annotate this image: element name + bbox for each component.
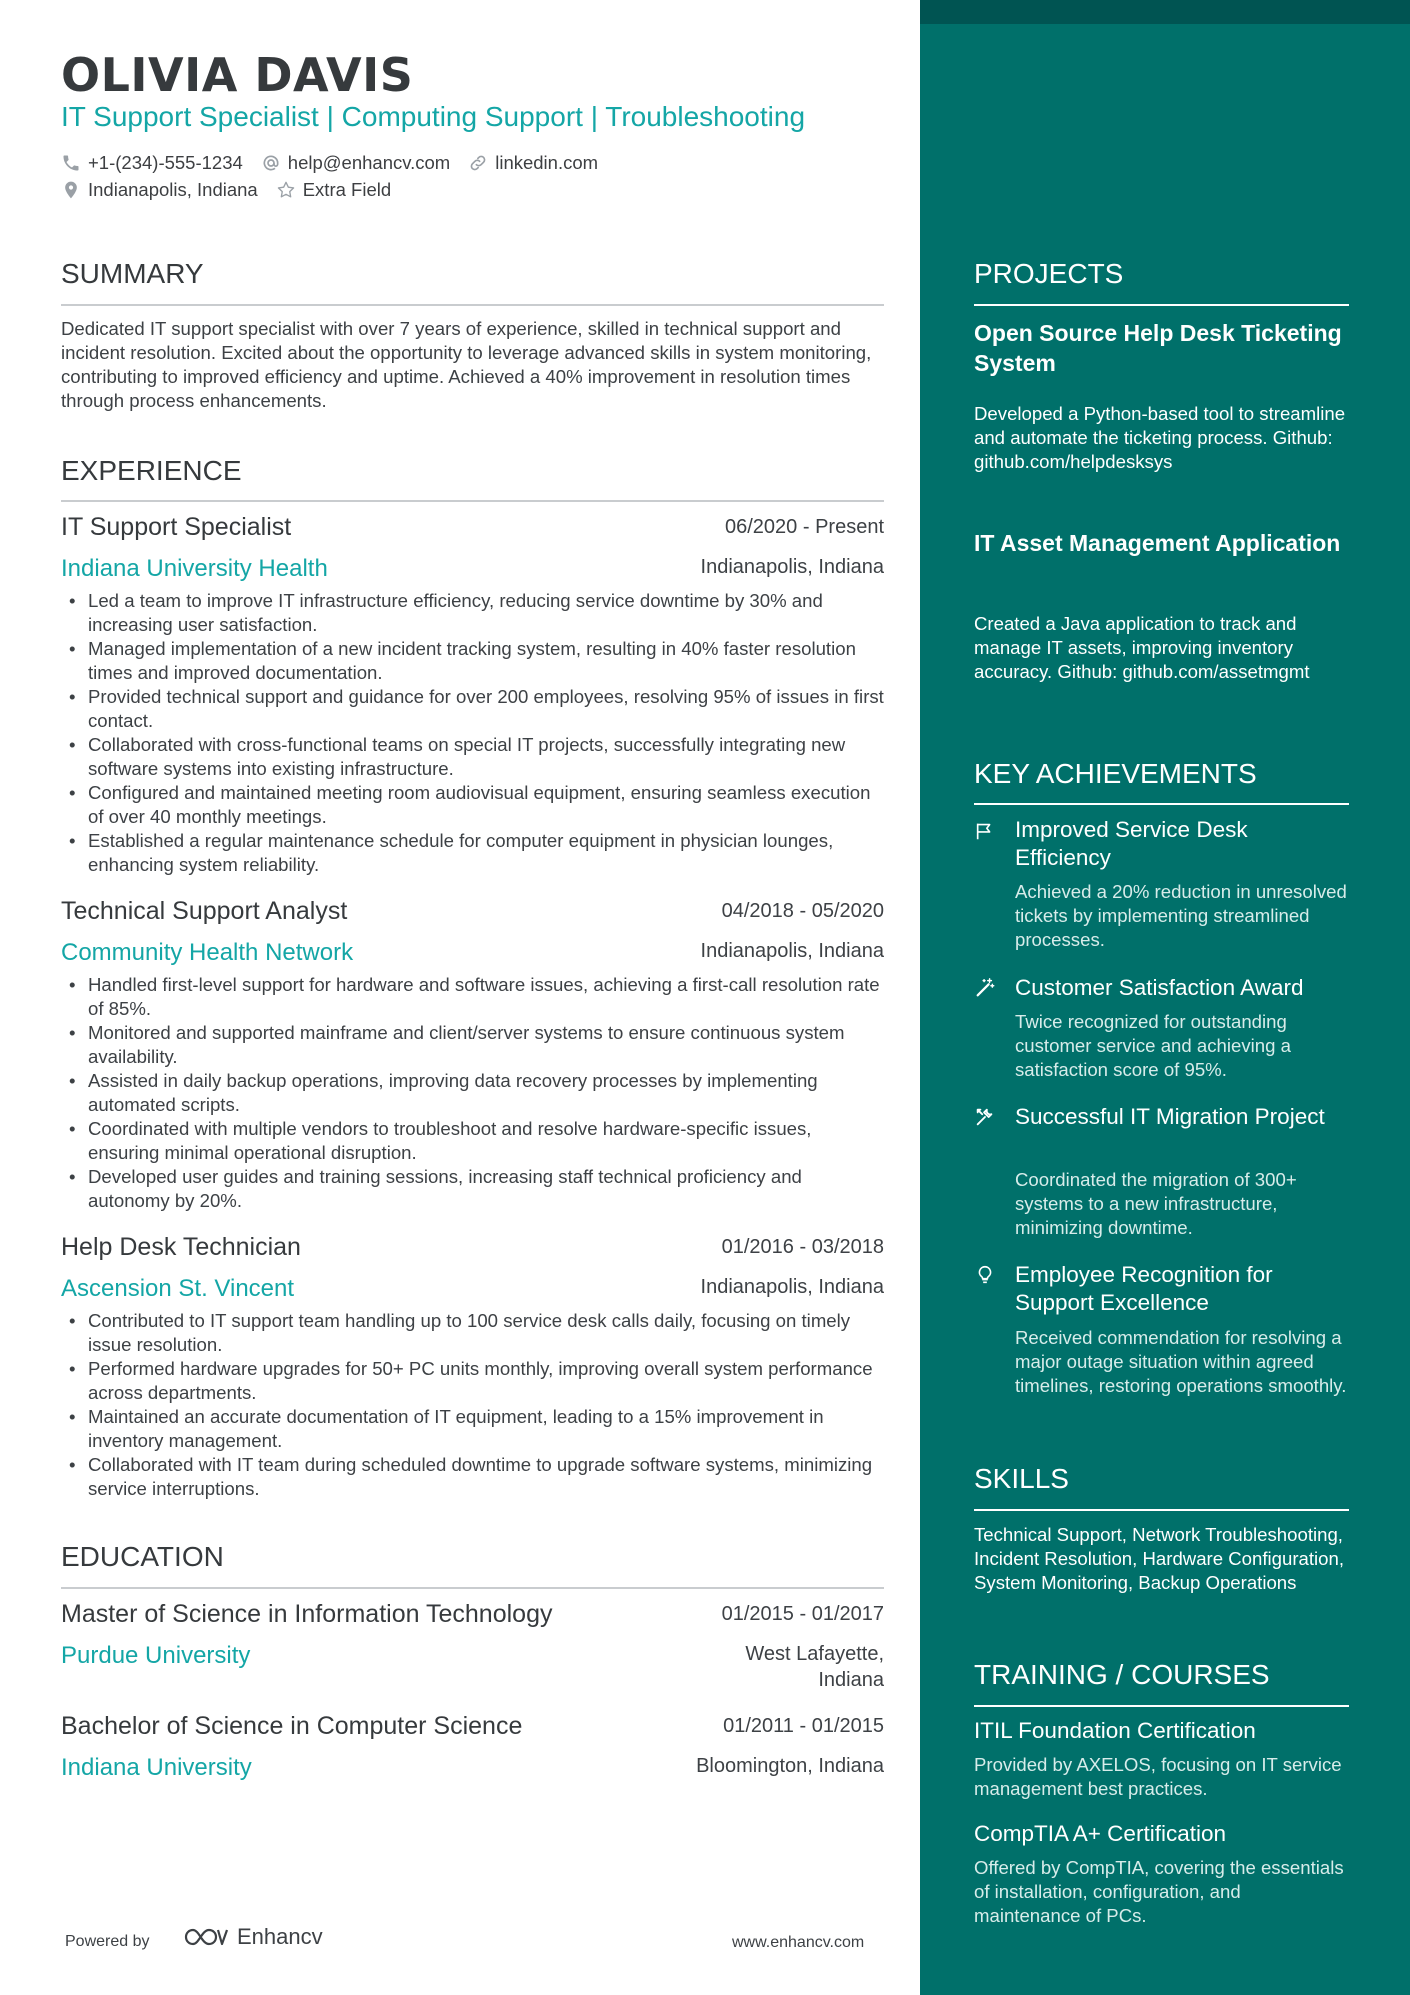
project-title: IT Asset Management Application — [974, 530, 1341, 556]
job-location: Indianapolis, Indiana — [700, 1276, 884, 1298]
skills-text: Technical Support, Network Troubleshooting, Incident Resolution, Hardware Configuration, System Monitoring, Backup Operations — [974, 1524, 1345, 1593]
job-title: Help Desk Technician — [61, 1233, 301, 1261]
enhancv-logo-icon — [183, 1926, 229, 1948]
at-icon — [261, 153, 281, 173]
job-bullet: • Handled first-level support for hardware and software issues, achieving a first-call resolution rate of 85%. — [88, 973, 884, 1021]
degree-dates: 01/2015 - 01/2017 — [721, 1603, 884, 1625]
link-icon — [468, 153, 488, 173]
achievement-title: Employee Recognition for Support Excellence — [1015, 1262, 1273, 1315]
job-company: Community Health Network — [61, 939, 354, 966]
job-bullet: • Configured and maintained meeting room audiovisual equipment, ensuring seamless execution of over 40 monthly meetings. — [88, 781, 884, 829]
contact-row-2 — [61, 179, 391, 201]
achievements-divider — [974, 803, 1349, 805]
degree-dates: 01/2011 - 01/2015 — [723, 1715, 884, 1737]
achievement-title: Successful IT Migration Project — [1015, 1104, 1325, 1129]
enhancv-logo[interactable] — [183, 1924, 323, 1950]
project-title: Open Source Help Desk Ticketing System — [974, 320, 1342, 376]
job-bullet: • Performed hardware upgrades for 50+ PC units monthly, improving overall system performance across departments. — [88, 1357, 884, 1405]
flag-icon — [974, 820, 996, 842]
course-text: Provided by AXELOS, focusing on IT service management best practices. — [974, 1754, 1342, 1799]
job-bullets — [61, 973, 884, 1213]
star-icon — [276, 180, 296, 200]
education-heading: EDUCATION — [61, 1541, 224, 1572]
job-bullet: • Maintained an accurate documentation of IT equipment, leading to a 15% improvement in inventory management. — [88, 1405, 884, 1453]
tools-icon — [974, 1106, 996, 1128]
job-company: Ascension St. Vincent — [61, 1275, 295, 1302]
projects-heading: PROJECTS — [974, 258, 1124, 289]
job-bullet: • Collaborated with IT team during scheduled downtime to upgrade software systems, minimizing service interruptions. — [88, 1453, 884, 1501]
job-dates: 04/2018 - 05/2020 — [721, 900, 884, 922]
contact-location — [61, 179, 258, 201]
degree-title: Bachelor of Science in Computer Science — [61, 1712, 523, 1740]
location-text: Indianapolis, Indiana — [88, 179, 258, 200]
job-bullets — [61, 1309, 884, 1501]
skills-divider — [974, 1509, 1349, 1511]
job-bullet: • Provided technical support and guidance for over 200 employees, resolving 95% of issues in first contact. — [88, 685, 884, 733]
training-heading: TRAINING / COURSES — [974, 1659, 1270, 1690]
candidate-name: OLIVIA DAVIS — [61, 48, 414, 102]
sidebar-top-band — [920, 0, 1410, 24]
course-text: Offered by CompTIA, covering the essentials of installation, configuration, and maintenance of PCs. — [974, 1857, 1344, 1926]
project-description: Created a Java application to track and manage IT assets, improving inventory accuracy. Github: github.com/assetmgmt — [974, 613, 1310, 682]
achievement-text: Twice recognized for outstanding customer service and achieving a satisfaction score of 95%. — [1015, 1011, 1291, 1080]
footer-url[interactable]: www.enhancv.com — [732, 1934, 865, 1951]
projects-divider — [974, 304, 1349, 306]
job-location: Indianapolis, Indiana — [700, 940, 884, 962]
job-location: Indianapolis, Indiana — [700, 556, 884, 578]
brand-text: Enhancv — [237, 1924, 323, 1949]
job-bullet: • Contributed to IT support team handling up to 100 service desk calls daily, focusing on timely issue resolution. — [88, 1309, 884, 1357]
phone-text: +1-(234)-555-1234 — [88, 152, 243, 173]
achievement-text: Coordinated the migration of 300+ systems to a new infrastructure, minimizing downtime. — [1015, 1169, 1297, 1238]
contact-linkedin[interactable] — [468, 152, 598, 174]
school-location — [745, 1641, 884, 1693]
school-location-line: West Lafayette, — [745, 1643, 884, 1665]
course-title: ITIL Foundation Certification — [974, 1718, 1256, 1743]
contact-row — [61, 152, 598, 174]
course-title: CompTIA A+ Certification — [974, 1821, 1226, 1846]
powered-by-label: Powered by — [65, 1933, 150, 1950]
contact-phone — [61, 152, 243, 174]
school-location: Bloomington, Indiana — [696, 1755, 884, 1777]
job-title: Technical Support Analyst — [61, 897, 348, 925]
job-bullet: • Managed implementation of a new incident tracking system, resulting in 40% faster resolution times and improved documentation. — [88, 637, 884, 685]
job-company: Indiana University Health — [61, 555, 328, 582]
achievement-text: Achieved a 20% reduction in unresolved tickets by implementing streamlined processes. — [1015, 881, 1347, 950]
phone-icon — [61, 153, 81, 173]
training-divider — [974, 1705, 1349, 1707]
achievement-title: Customer Satisfaction Award — [1015, 975, 1304, 1000]
job-bullet: • Led a team to improve IT infrastructure efficiency, reducing service downtime by 30% and increasing user satisfaction. — [88, 589, 884, 637]
job-bullet: • Developed user guides and training sessions, increasing staff technical proficiency and autonomy by 20%. — [88, 1165, 884, 1213]
contact-email[interactable] — [261, 152, 450, 174]
job-dates: 06/2020 - Present — [725, 516, 884, 538]
contact-extra — [276, 179, 391, 201]
job-bullet: • Assisted in daily backup operations, improving data recovery processes by implementing automated scripts. — [88, 1069, 884, 1117]
sidebar — [920, 0, 1410, 1995]
achievement-text: Received commendation for resolving a major outage situation within agreed timelines, restoring operations smoothly. — [1015, 1327, 1347, 1396]
school-location-line: Indiana — [818, 1669, 884, 1691]
project-description: Developed a Python-based tool to streamline and automate the ticketing process. Github: github.com/helpdesksys — [974, 403, 1346, 472]
experience-heading: EXPERIENCE — [61, 455, 242, 486]
school-name: Indiana University — [61, 1754, 252, 1781]
achievements-heading: KEY ACHIEVEMENTS — [974, 758, 1257, 789]
education-divider — [61, 1587, 884, 1589]
email-text[interactable]: help@enhancv.com — [287, 152, 451, 173]
linkedin-text[interactable]: linkedin.com — [495, 152, 599, 173]
job-title: IT Support Specialist — [61, 513, 292, 541]
extra-text: Extra Field — [302, 179, 392, 200]
experience-divider — [61, 500, 884, 502]
headline: IT Support Specialist | Computing Support | Troubleshooting — [61, 101, 806, 132]
job-bullet: • Established a regular maintenance schedule for computer equipment in physician lounges, enhancing system reliability. — [88, 829, 884, 877]
job-dates: 01/2016 - 03/2018 — [721, 1236, 884, 1258]
skills-heading: SKILLS — [974, 1463, 1069, 1494]
location-pin-icon — [61, 180, 81, 200]
job-bullet: • Collaborated with cross-functional teams on special IT projects, successfully integrating new software systems into existing infrastructure. — [88, 733, 884, 781]
summary-divider — [61, 304, 884, 306]
summary-heading: SUMMARY — [61, 258, 204, 289]
magic-wand-icon — [974, 977, 996, 999]
degree-title: Master of Science in Information Technology — [61, 1600, 553, 1628]
lightbulb-icon — [974, 1264, 996, 1286]
job-bullet: • Coordinated with multiple vendors to troubleshoot and resolve hardware-specific issues, ensuring minimal operational disruption. — [88, 1117, 884, 1165]
job-bullet: • Monitored and supported mainframe and client/server systems to ensure continuous system availability. — [88, 1021, 884, 1069]
job-bullets — [61, 589, 884, 877]
summary-text: Dedicated IT support specialist with over 7 years of experience, skilled in technical support and incident resolution. Excited about the opportunity to leverage advanced skills in system monitoring, contributing to improved efficiency and uptime. Achieved a 40% improvement in resolution times through process enhancements. — [61, 318, 872, 411]
school-name: Purdue University — [61, 1642, 251, 1669]
achievement-title: Improved Service Desk Efficiency — [1015, 817, 1248, 870]
